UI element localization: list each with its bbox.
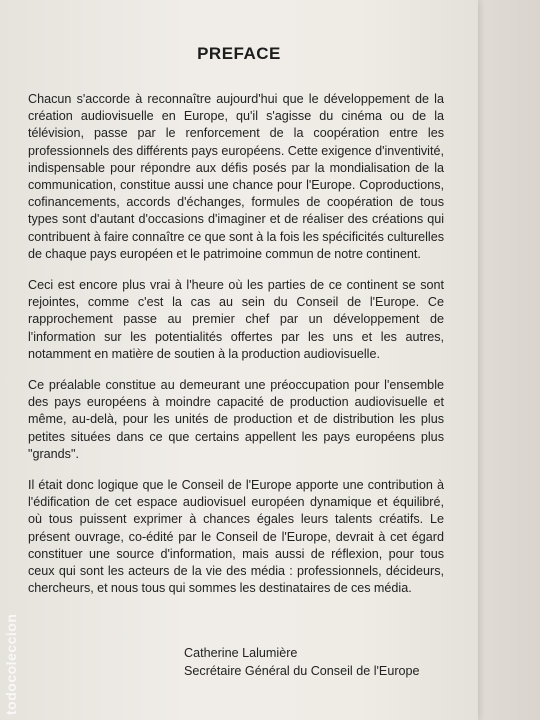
- signature-role: Secrétaire Général du Conseil de l'Europe: [184, 663, 420, 678]
- signature-block: [184, 645, 420, 680]
- paragraph-1: Chacun s'accorde à reconnaître aujourd'hui que le développement de la création audiovisuelle en Europe, qu'il s'agisse du cinéma ou de la télévision, passe par le renforcement de la coopération entre les professionnels des différents pays européens. Cette exigence d'inventivité, indispensable pour répondre aux défis posés par la mondialisation de la communication, constitue aussi une chance pour l'Europe. Coproductions, cofinancements, accords d'échanges, formules de coopération de tous types sont d'autant d'occasions d'imaginer et de réaliser des créations qui contribuent à faire connaître ce que sont à la fois les spécificités culturelles de chaque pays européen et le patrimoine commun de notre continent.: [28, 92, 444, 261]
- paragraph-3: Ce préalable constitue au demeurant une préoccupation pour l'ensemble des pays européens à moindre capacité de production audiovisuelle et même, au-delà, pour les unités de production et de distribution les plus petites situées dans ce que certains appellent les pays européens plus "grands".: [28, 378, 444, 461]
- page-title: PREFACE: [197, 44, 281, 63]
- watermark-logo: todocoleccion: [3, 613, 19, 715]
- preface-body: [28, 91, 444, 611]
- signature-name: Catherine Lalumière: [184, 646, 298, 660]
- paragraph-4: Il était donc logique que le Conseil de l'Europe apporte une contribution à l'édification de cet espace audiovisuel européen dynamique et équilibré, où tous puissent exprimer à chances égales leurs talents créatifs. Le présent ouvrage, co-édité par le Conseil de l'Europe, devrait à cet égard constituer une source d'information, mais aussi de réflexion, pour tous ceux qui sont les acteurs de la vie des média : professionnels, décideurs, chercheurs, et nous tous qui sommes les destinataires de ces média.: [28, 478, 444, 596]
- paragraph-2: Ceci est encore plus vrai à l'heure où les parties de ce continent se sont rejointes, comme c'est la cas au sein du Conseil de l'Europe. Ce rapprochement passe au premier chef par un développement de l'information sur les potentialités offertes par les uns et les autres, notamment en matière de soutien à la production audiovisuelle.: [28, 278, 444, 361]
